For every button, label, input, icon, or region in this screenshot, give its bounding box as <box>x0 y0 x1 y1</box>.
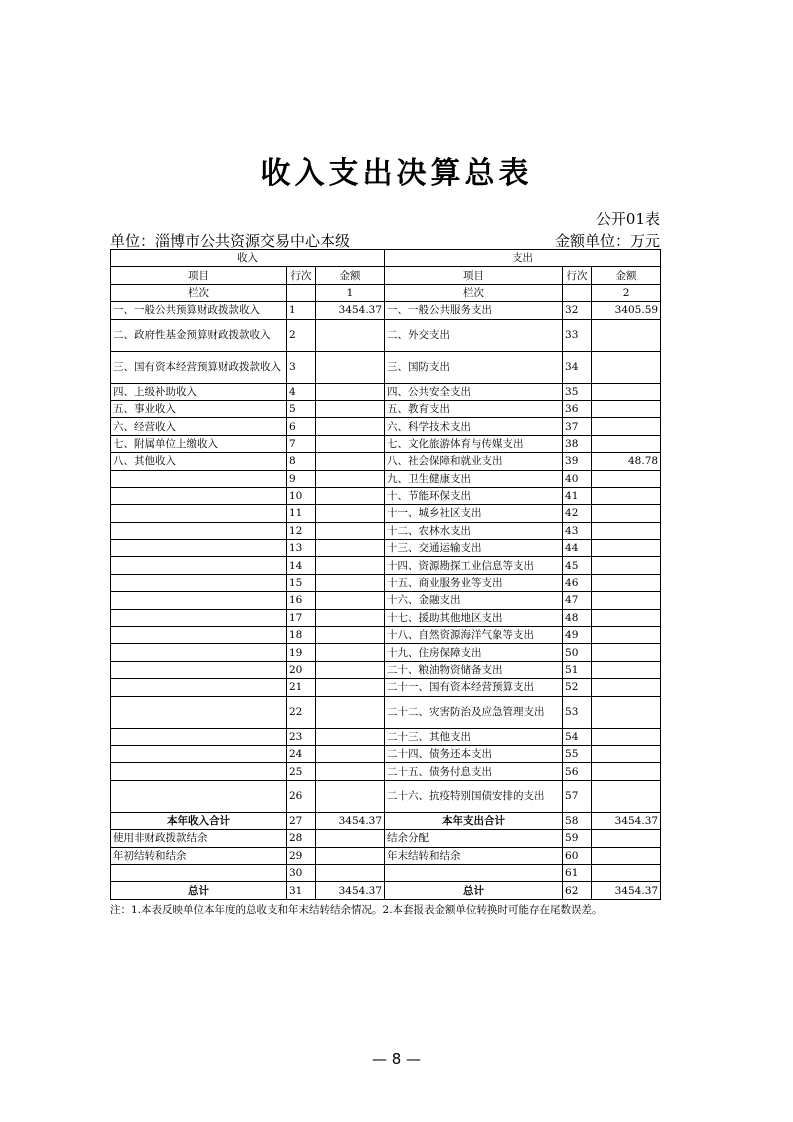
expense-amount-cell <box>592 644 661 661</box>
table-row <box>111 864 661 881</box>
expense-rowno-cell: 50 <box>563 644 592 661</box>
expense-item-cell: 年末结转和结余 <box>385 847 563 864</box>
income-rowno-cell: 13 <box>287 540 316 557</box>
income-item-cell <box>111 745 287 762</box>
income-rowno-cell: 1 <box>287 302 316 319</box>
income-rowno-cell: 7 <box>287 435 316 452</box>
expense-item-cell: 十六、金融支出 <box>385 592 563 609</box>
expense-item-cell: 二十一、国有资本经营预算支出 <box>385 679 563 696</box>
table-body <box>111 302 661 900</box>
expense-item-cell: 二十六、抗疫特别国债安排的支出 <box>385 780 563 812</box>
expense-item-cell: 二、外交支出 <box>385 319 563 351</box>
table-row <box>111 453 661 470</box>
table-row <box>111 540 661 557</box>
expense-rowno-cell: 37 <box>563 418 592 435</box>
table-row <box>111 505 661 522</box>
income-amount-cell <box>316 319 385 351</box>
expense-amount-cell <box>592 418 661 435</box>
table-row <box>111 522 661 539</box>
expense-rowno-cell: 59 <box>563 830 592 847</box>
income-rowno-cell: 6 <box>287 418 316 435</box>
expense-rowno-cell: 39 <box>563 453 592 470</box>
income-amount-cell <box>316 470 385 487</box>
table-row <box>111 644 661 661</box>
expense-amount-cell <box>592 383 661 400</box>
expense-rowno-cell: 57 <box>563 780 592 812</box>
expense-rowno-cell: 35 <box>563 383 592 400</box>
income-rowno-cell: 23 <box>287 728 316 745</box>
expense-amount-cell <box>592 435 661 452</box>
expense-item-cell: 十八、自然资源海洋气象等支出 <box>385 627 563 644</box>
income-item-cell: 本年收入合计 <box>111 812 287 829</box>
expense-item-cell: 十七、援助其他地区支出 <box>385 609 563 626</box>
table-row <box>111 728 661 745</box>
table-row <box>111 679 661 696</box>
income-section-header: 收入 <box>111 250 385 267</box>
income-item-cell <box>111 470 287 487</box>
income-amount-cell <box>316 847 385 864</box>
expense-item-cell: 十、节能环保支出 <box>385 487 563 504</box>
income-item-cell: 总计 <box>111 882 287 899</box>
income-expense-table <box>110 249 661 900</box>
table-row <box>111 383 661 400</box>
income-amount-cell <box>316 609 385 626</box>
income-item-cell <box>111 661 287 678</box>
expense-amount-cell <box>592 627 661 644</box>
expense-amount-header: 金额 <box>592 267 661 284</box>
income-rowno-cell: 24 <box>287 745 316 762</box>
income-item-cell <box>111 780 287 812</box>
expense-item-header: 项目 <box>385 267 563 284</box>
unit-name: 单位：淄博市公共资源交易中心本级 <box>110 232 351 250</box>
income-rowno-cell: 30 <box>287 864 316 881</box>
income-rowno-cell: 21 <box>287 679 316 696</box>
table-row <box>111 435 661 452</box>
table-row <box>111 627 661 644</box>
expense-rowno-cell: 62 <box>563 882 592 899</box>
income-rowno-cell: 15 <box>287 574 316 591</box>
expense-rowno-cell: 49 <box>563 627 592 644</box>
expense-column-blank <box>563 284 592 301</box>
income-item-cell <box>111 522 287 539</box>
income-item-cell <box>111 644 287 661</box>
expense-item-cell: 二十五、债务付息支出 <box>385 763 563 780</box>
income-item-cell: 年初结转和结余 <box>111 847 287 864</box>
expense-amount-cell <box>592 679 661 696</box>
expense-amount-cell <box>592 728 661 745</box>
expense-rowno-cell: 33 <box>563 319 592 351</box>
table-row <box>111 319 661 351</box>
header-row-section <box>111 250 661 267</box>
income-rowno-cell: 9 <box>287 470 316 487</box>
income-amount-cell <box>316 728 385 745</box>
expense-column-index: 2 <box>592 284 661 301</box>
income-amount-cell <box>316 557 385 574</box>
expense-rowno-cell: 41 <box>563 487 592 504</box>
expense-amount-cell: 3405.59 <box>592 302 661 319</box>
expense-item-cell: 七、文化旅游体育与传媒支出 <box>385 435 563 452</box>
income-item-cell <box>111 763 287 780</box>
income-amount-cell <box>316 763 385 780</box>
income-rowno-cell: 28 <box>287 830 316 847</box>
income-amount-cell <box>316 696 385 728</box>
expense-amount-cell <box>592 540 661 557</box>
income-rowno-header: 行次 <box>287 267 316 284</box>
expense-amount-cell <box>592 505 661 522</box>
income-item-cell: 八、其他收入 <box>111 453 287 470</box>
income-amount-cell <box>316 351 385 383</box>
income-rowno-cell: 26 <box>287 780 316 812</box>
expense-rowno-cell: 40 <box>563 470 592 487</box>
expense-rowno-cell: 38 <box>563 435 592 452</box>
expense-amount-cell <box>592 830 661 847</box>
header-row-column-index <box>111 284 661 301</box>
expense-item-cell: 本年支出合计 <box>385 812 563 829</box>
income-amount-cell <box>316 400 385 417</box>
income-amount-cell <box>316 830 385 847</box>
income-item-cell <box>111 557 287 574</box>
expense-rowno-cell: 36 <box>563 400 592 417</box>
expense-item-cell: 十九、住房保障支出 <box>385 644 563 661</box>
income-rowno-cell: 18 <box>287 627 316 644</box>
income-rowno-cell: 11 <box>287 505 316 522</box>
expense-rowno-cell: 45 <box>563 557 592 574</box>
expense-item-cell: 四、公共安全支出 <box>385 383 563 400</box>
amount-unit: 金额单位：万元 <box>554 232 660 250</box>
income-rowno-cell: 4 <box>287 383 316 400</box>
expense-item-cell: 三、国防支出 <box>385 351 563 383</box>
table-row <box>111 592 661 609</box>
expense-amount-cell <box>592 487 661 504</box>
income-rowno-cell: 10 <box>287 487 316 504</box>
expense-rowno-cell: 42 <box>563 505 592 522</box>
income-item-cell <box>111 540 287 557</box>
expense-item-cell: 二十二、灾害防治及应急管理支出 <box>385 696 563 728</box>
table-row <box>111 470 661 487</box>
expense-item-cell: 十一、城乡社区支出 <box>385 505 563 522</box>
income-item-cell <box>111 487 287 504</box>
income-rowno-cell: 29 <box>287 847 316 864</box>
expense-column-label: 栏次 <box>385 284 563 301</box>
income-rowno-cell: 3 <box>287 351 316 383</box>
income-item-cell: 使用非财政拨款结余 <box>111 830 287 847</box>
expense-rowno-cell: 56 <box>563 763 592 780</box>
expense-amount-cell: 3454.37 <box>592 882 661 899</box>
table-row <box>111 696 661 728</box>
expense-amount-cell <box>592 557 661 574</box>
table-row <box>111 418 661 435</box>
expense-rowno-cell: 51 <box>563 661 592 678</box>
expense-rowno-cell: 52 <box>563 679 592 696</box>
expense-rowno-cell: 60 <box>563 847 592 864</box>
expense-amount-cell <box>592 696 661 728</box>
income-item-cell <box>111 609 287 626</box>
expense-amount-cell <box>592 864 661 881</box>
income-amount-cell <box>316 418 385 435</box>
income-column-label: 栏次 <box>111 284 287 301</box>
income-rowno-cell: 16 <box>287 592 316 609</box>
expense-rowno-cell: 53 <box>563 696 592 728</box>
footnote: 注：1.本表反映单位本年度的总收支和年末结转结余情况。2.本套报表金额单位转换时可能存在尾数误差。 <box>110 904 603 916</box>
income-rowno-cell: 8 <box>287 453 316 470</box>
income-amount-header: 金额 <box>316 267 385 284</box>
expense-item-cell: 总计 <box>385 882 563 899</box>
income-amount-cell <box>316 505 385 522</box>
income-item-cell <box>111 592 287 609</box>
income-item-header: 项目 <box>111 267 287 284</box>
income-amount-cell <box>316 522 385 539</box>
expense-item-cell: 结余分配 <box>385 830 563 847</box>
income-amount-cell: 3454.37 <box>316 302 385 319</box>
income-amount-cell <box>316 453 385 470</box>
table-row <box>111 351 661 383</box>
expense-rowno-cell: 54 <box>563 728 592 745</box>
income-rowno-cell: 31 <box>287 882 316 899</box>
expense-amount-cell <box>592 609 661 626</box>
expense-rowno-cell: 58 <box>563 812 592 829</box>
table-row <box>111 661 661 678</box>
page-title: 收入支出决算总表 <box>260 156 533 191</box>
income-amount-cell <box>316 487 385 504</box>
income-amount-cell <box>316 661 385 678</box>
table-row <box>111 609 661 626</box>
expense-item-cell: 十三、交通运输支出 <box>385 540 563 557</box>
expense-rowno-cell: 46 <box>563 574 592 591</box>
expense-amount-cell <box>592 763 661 780</box>
income-rowno-cell: 12 <box>287 522 316 539</box>
income-amount-cell <box>316 574 385 591</box>
income-item-cell <box>111 696 287 728</box>
expense-item-cell: 十五、商业服务业等支出 <box>385 574 563 591</box>
expense-rowno-cell: 61 <box>563 864 592 881</box>
table-row <box>111 574 661 591</box>
table-row <box>111 812 661 829</box>
expense-amount-cell <box>592 470 661 487</box>
income-amount-cell <box>316 679 385 696</box>
income-rowno-cell: 5 <box>287 400 316 417</box>
income-rowno-cell: 17 <box>287 609 316 626</box>
income-rowno-cell: 27 <box>287 812 316 829</box>
table-row <box>111 763 661 780</box>
table-row <box>111 780 661 812</box>
income-item-cell <box>111 864 287 881</box>
expense-item-cell: 八、社会保障和就业支出 <box>385 453 563 470</box>
expense-amount-cell <box>592 847 661 864</box>
expense-amount-cell <box>592 592 661 609</box>
expense-amount-cell <box>592 574 661 591</box>
expense-rowno-cell: 55 <box>563 745 592 762</box>
income-rowno-cell: 14 <box>287 557 316 574</box>
header-row-columns <box>111 267 661 284</box>
form-code: 公开01表 <box>595 210 660 228</box>
income-amount-cell: 3454.37 <box>316 882 385 899</box>
income-rowno-cell: 22 <box>287 696 316 728</box>
income-amount-cell <box>316 864 385 881</box>
expense-item-cell: 五、教育支出 <box>385 400 563 417</box>
expense-amount-cell <box>592 522 661 539</box>
income-item-cell <box>111 505 287 522</box>
income-item-cell: 五、事业收入 <box>111 400 287 417</box>
expense-amount-cell: 3454.37 <box>592 812 661 829</box>
expense-rowno-cell: 34 <box>563 351 592 383</box>
income-rowno-cell: 2 <box>287 319 316 351</box>
income-item-cell <box>111 574 287 591</box>
table-row <box>111 882 661 899</box>
expense-item-cell: 十四、资源勘探工业信息等支出 <box>385 557 563 574</box>
income-item-cell <box>111 679 287 696</box>
income-amount-cell <box>316 644 385 661</box>
income-amount-cell <box>316 435 385 452</box>
income-column-index: 1 <box>316 284 385 301</box>
income-amount-cell <box>316 592 385 609</box>
expense-amount-cell <box>592 745 661 762</box>
expense-item-cell: 二十三、其他支出 <box>385 728 563 745</box>
table-row <box>111 557 661 574</box>
expense-rowno-cell: 48 <box>563 609 592 626</box>
income-amount-cell <box>316 627 385 644</box>
expense-rowno-cell: 32 <box>563 302 592 319</box>
income-item-cell: 七、附属单位上缴收入 <box>111 435 287 452</box>
income-item-cell: 三、国有资本经营预算财政拨款收入 <box>111 351 287 383</box>
income-amount-cell <box>316 383 385 400</box>
expense-item-cell: 一、一般公共服务支出 <box>385 302 563 319</box>
income-item-cell: 二、政府性基金预算财政拨款收入 <box>111 319 287 351</box>
table-row <box>111 487 661 504</box>
income-item-cell <box>111 627 287 644</box>
income-amount-cell <box>316 540 385 557</box>
expense-amount-cell <box>592 661 661 678</box>
expense-item-cell: 二十、粮油物资储备支出 <box>385 661 563 678</box>
table-row <box>111 302 661 319</box>
income-amount-cell: 3454.37 <box>316 812 385 829</box>
income-item-cell: 六、经营收入 <box>111 418 287 435</box>
expense-amount-cell <box>592 400 661 417</box>
income-rowno-cell: 19 <box>287 644 316 661</box>
income-item-cell: 一、一般公共预算财政拨款收入 <box>111 302 287 319</box>
expense-rowno-header: 行次 <box>563 267 592 284</box>
table-row <box>111 745 661 762</box>
table-row <box>111 847 661 864</box>
expense-item-cell: 六、科学技术支出 <box>385 418 563 435</box>
income-item-cell <box>111 728 287 745</box>
expense-amount-cell <box>592 319 661 351</box>
income-amount-cell <box>316 780 385 812</box>
income-item-cell: 四、上级补助收入 <box>111 383 287 400</box>
expense-rowno-cell: 43 <box>563 522 592 539</box>
income-column-blank <box>287 284 316 301</box>
expense-item-cell: 二十四、债务还本支出 <box>385 745 563 762</box>
table-row <box>111 400 661 417</box>
expense-item-cell <box>385 864 563 881</box>
table-row <box>111 830 661 847</box>
expense-rowno-cell: 47 <box>563 592 592 609</box>
income-amount-cell <box>316 745 385 762</box>
expense-item-cell: 十二、农林水支出 <box>385 522 563 539</box>
expense-section-header: 支出 <box>385 250 661 267</box>
income-rowno-cell: 20 <box>287 661 316 678</box>
income-rowno-cell: 25 <box>287 763 316 780</box>
expense-rowno-cell: 44 <box>563 540 592 557</box>
expense-amount-cell <box>592 780 661 812</box>
expense-amount-cell: 48.78 <box>592 453 661 470</box>
expense-amount-cell <box>592 351 661 383</box>
page-number: — 8 — <box>371 1050 422 1068</box>
expense-item-cell: 九、卫生健康支出 <box>385 470 563 487</box>
